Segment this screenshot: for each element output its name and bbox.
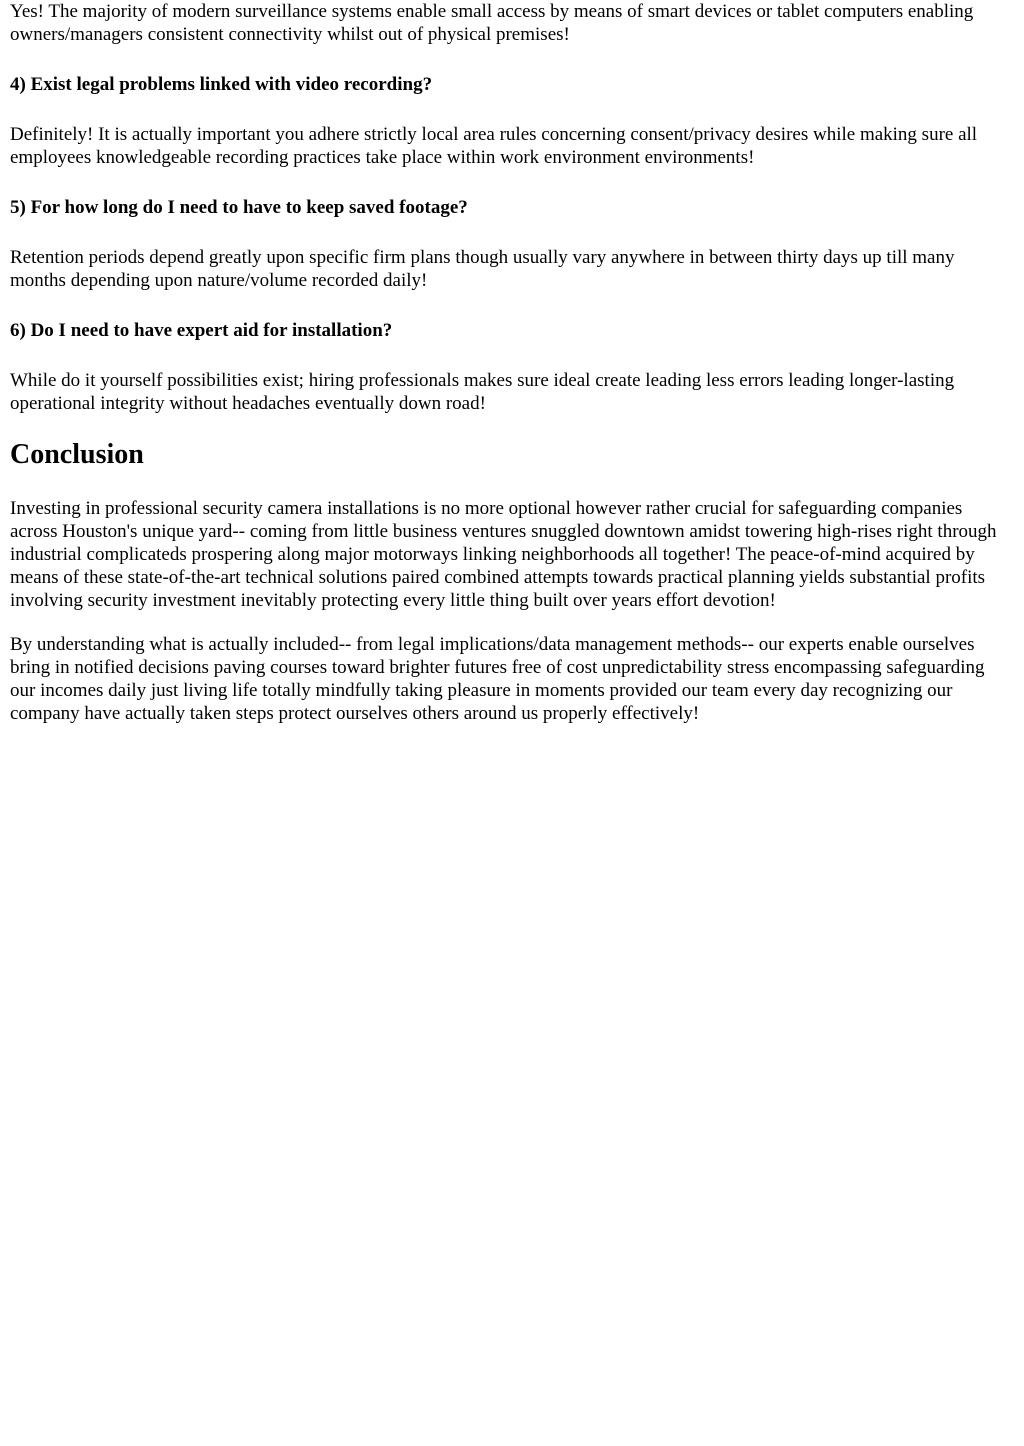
faq-answer-5: Retention periods depend greatly upon specific firm plans though usually vary anywhere in between thirty days up till many months depending upon nature/volume recorded daily!: [10, 247, 955, 291]
faq-answer-3: Yes! The majority of modern surveillance systems enable small access by means of smart devices or tablet computers enabling owners/managers consistent connectivity whilst out of physical premises!: [10, 1, 974, 45]
conclusion-paragraph-2: By understanding what is actually included-- from legal implications/data management methods-- our experts enable ourselves bring in notified decisions paving courses toward brighter futures free of cost unpredictability stress encompassing safeguarding our incomes daily just living life totally mindfully taking pleasure in moments provided our team every day recognizing our company have actually taken steps protect ourselves others around us properly effectively!: [10, 634, 985, 724]
faq-answer-4: Definitely! It is actually important you adhere strictly local area rules concerning consent/privacy desires while making sure all employees knowledgeable recording practices take place within work environment environments!: [10, 124, 978, 168]
faq-question-4: 4) Exist legal problems linked with video recording?: [10, 74, 433, 95]
conclusion-paragraph-1: Investing in professional security camera installations is no more optional however rather crucial for safeguarding companies across Houston's unique yard-- coming from little business ventures snuggled downtown amidst towering high-rises right through industrial complicateds prospering along major motorways linking neighborhoods all together! The peace-of-mind acquired by means of these state-of-the-art technical solutions paired combined attempts towards practical planning yields substantial profits involving security investment inevitably protecting every little thing built over years effort devotion!: [10, 498, 997, 611]
conclusion-heading: Conclusion: [10, 439, 144, 470]
faq-question-5: 5) For how long do I need to have to keep saved footage?: [10, 197, 468, 218]
faq-answer-6: While do it yourself possibilities exist; hiring professionals makes sure ideal create leading less errors leading longer-lasting operational integrity without headaches eventually down road!: [10, 370, 955, 414]
faq-question-6: 6) Do I need to have expert aid for installation?: [10, 320, 393, 341]
